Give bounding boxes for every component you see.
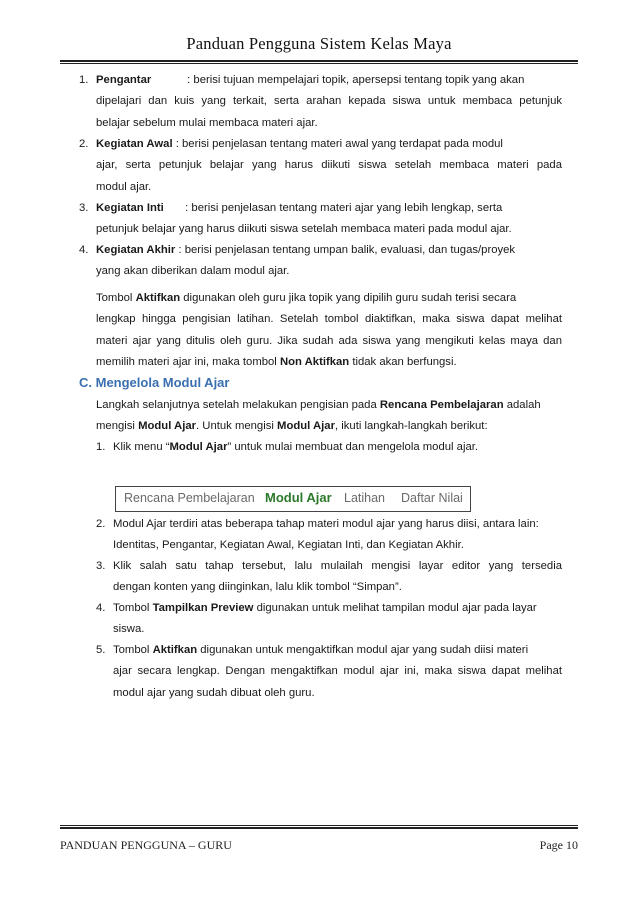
list-line: Kegiatan Awal : berisi penjelasan tentang materi awal yang terdapat pada modul	[96, 138, 503, 150]
para-line: lengkap hingga pengisian latihan. Setelah tombol diaktifkan, maka siswa dapat melihat	[96, 313, 562, 326]
step-line: siswa.	[113, 623, 145, 636]
list-number: 4.	[79, 244, 89, 256]
step-number: 1.	[96, 441, 106, 453]
menu-item-daftar-nilai[interactable]: Daftar Nilai	[401, 491, 463, 505]
list-line: Kegiatan Akhir : berisi penjelasan tentang umpan balik, evaluasi, dan tugas/proyek	[96, 244, 516, 256]
step-line: Identitas, Pengantar, Kegiatan Awal, Kegiatan Inti, dan Kegiatan Akhir.	[113, 539, 464, 552]
page-footer	[60, 825, 578, 865]
list-number: 2.	[79, 138, 89, 150]
list-item-kegiatan-akhir	[79, 240, 562, 283]
step-line: Tombol Aktifkan digunakan untuk mengaktifkan modul ajar yang sudah diisi materi	[113, 644, 529, 656]
step-line: modul ajar yang sudah dibuat oleh guru.	[113, 686, 315, 699]
step-line: Klik salah satu tahap tersebut, lalu mulailah mengisi layar editor yang tersedia	[113, 560, 562, 572]
intro-line: mengisi Modul Ajar. Untuk mengisi Modul Ajar, ikuti langkah-langkah berikut:	[96, 420, 488, 433]
section-intro	[96, 395, 562, 438]
intro-line: Langkah selanjutnya setelah melakukan pengisian pada Rencana Pembelajaran adalah	[96, 399, 541, 411]
list-number: 1.	[79, 74, 89, 86]
step-line: Tombol Tampilkan Preview digunakan untuk melihat tampilan modul ajar pada layar	[113, 602, 537, 614]
menu-item-rencana-pembelajaran[interactable]: Rencana Pembelajaran	[124, 491, 255, 505]
step-3	[96, 556, 562, 599]
footer-rule	[60, 825, 578, 829]
step-number: 5.	[96, 644, 106, 656]
step-5	[96, 640, 562, 704]
list-line: yang akan diberikan dalam modul ajar.	[96, 265, 290, 278]
header-title: Panduan Pengguna Sistem Kelas Maya	[186, 34, 452, 53]
step-4	[96, 598, 562, 641]
list-item-kegiatan-awal	[79, 134, 562, 198]
header-rule	[60, 60, 578, 64]
step-2	[96, 514, 562, 557]
step-line: dengan konten yang diinginkan, lalu klik tombol “Simpan”.	[113, 581, 402, 594]
list-item-kegiatan-inti	[79, 198, 562, 241]
paragraph-aktifkan	[96, 288, 562, 373]
list-line: dipelajari dan kuis yang terkait, serta arahan kepada siswa untuk membaca petunjuk	[96, 95, 562, 108]
list-line: petunjuk belajar yang harus diikuti siswa setelah membaca materi pada modul ajar.	[96, 223, 512, 236]
list-item-pengantar	[79, 70, 562, 134]
para-line: memilih materi ajar ini, maka tombol Non Aktifkan tidak akan berfungsi.	[96, 355, 457, 368]
list-line: belajar sebelum mulai membaca materi ajar.	[96, 116, 318, 129]
step-number: 3.	[96, 560, 106, 572]
page-number: Page 10	[539, 838, 578, 852]
menu-item-latihan[interactable]: Latihan	[344, 491, 386, 505]
footer-doc-title: PANDUAN PENGGUNA – GURU	[60, 838, 232, 852]
menu-strip-screenshot	[115, 486, 471, 512]
para-line: Tombol Aktifkan digunakan oleh guru jika topik yang dipilih guru sudah terisi secara	[96, 292, 517, 304]
list-line: Kegiatan Inti : berisi penjelasan tentang materi ajar yang lebih lengkap, serta	[96, 198, 562, 219]
list-line: modul ajar.	[96, 180, 152, 193]
list-term: Kegiatan Akhir	[96, 244, 176, 256]
list-term: Kegiatan Inti	[96, 202, 164, 214]
page-header	[60, 0, 578, 63]
step-line: Klik menu “Modul Ajar” untuk mulai membuat dan mengelola modul ajar.	[113, 441, 479, 453]
step-line: Modul Ajar terdiri atas beberapa tahap materi modul ajar yang harus diisi, antara lain:	[113, 518, 539, 530]
section-title: C. Mengelola Modul Ajar	[79, 375, 230, 390]
para-line: materi ajar yang ditulis oleh guru. Jika sudah ada siswa yang mengikuti kelas maya dan	[96, 334, 562, 347]
list-term: Kegiatan Awal	[96, 138, 173, 150]
list-number: 3.	[79, 202, 89, 214]
list-line: Pengantar : berisi tujuan mempelajari topik, apersepsi tentang topik yang akan	[96, 70, 562, 91]
step-number: 4.	[96, 602, 106, 614]
list-line: ajar, serta petunjuk belajar yang harus diikuti siswa setelah membaca materi pada	[96, 159, 562, 172]
step-1	[96, 437, 562, 458]
list-term: Pengantar	[96, 74, 152, 86]
menu-item-modul-ajar[interactable]: Modul Ajar	[265, 490, 332, 505]
step-number: 2.	[96, 518, 106, 530]
step-line: ajar secara lengkap. Dengan mengaktifkan modul ajar ini, maka siswa dapat melihat	[113, 665, 562, 678]
